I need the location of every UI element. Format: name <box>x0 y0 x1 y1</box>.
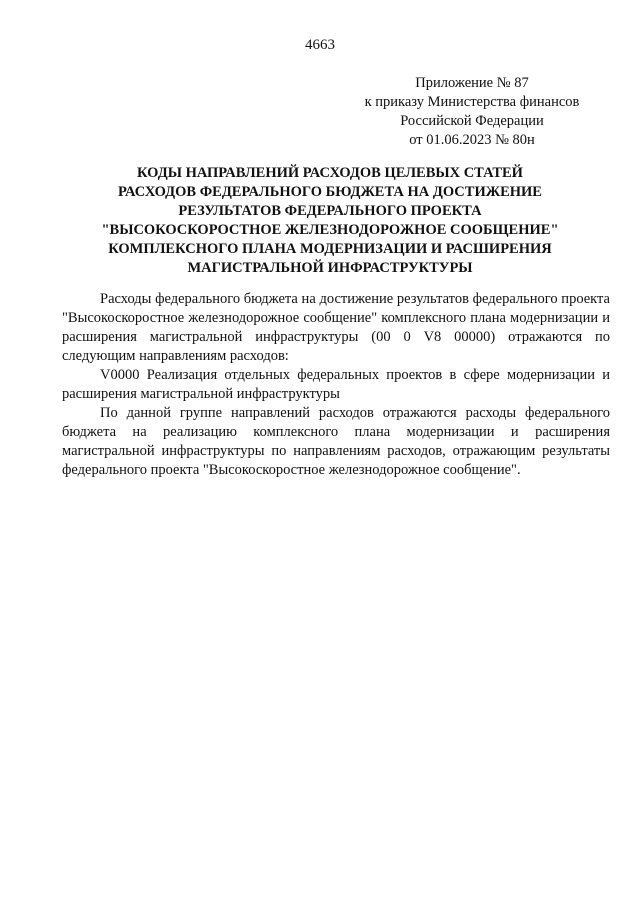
title-line: МАГИСТРАЛЬНОЙ ИНФРАСТРУКТУРЫ <box>187 260 473 276</box>
expense-code-item: V0000 Реализация отдельных федеральных проектов в сфере модернизации и расширения магистральной инфраструктуры <box>62 367 610 402</box>
title-line: КОДЫ НАПРАВЛЕНИЙ РАСХОДОВ ЦЕЛЕВЫХ СТАТЕЙ <box>137 165 523 181</box>
document-title <box>60 164 600 278</box>
appendix-order-date: от 01.06.2023 № 80н <box>409 132 535 148</box>
page-number: 4663 <box>305 37 335 53</box>
intro-paragraph: Расходы федерального бюджета на достижение результатов федерального проекта "Высокоскоростное железнодорожное сообщение" комплексного плана модернизации и расширения магистральной инфраструктуры (00 0 V8 00000) отражаются по следующим направлениям расходов: <box>62 291 610 364</box>
appendix-header <box>352 74 592 150</box>
document-body <box>62 290 610 480</box>
appendix-authority: Российской Федерации <box>400 113 544 129</box>
title-line: КОМПЛЕКСНОГО ПЛАНА МОДЕРНИЗАЦИИ И РАСШИРЕНИЯ <box>108 241 552 257</box>
appendix-order-ref: к приказу Министерства финансов <box>364 94 580 110</box>
description-paragraph: По данной группе направлений расходов отражаются расходы федерального бюджета на реализацию комплексного плана модернизации и расширения магистральной инфраструктуры по направлениям расходов, отражающим результаты федерального проекта "Высокоскоростное железнодорожное сообщение". <box>62 405 610 478</box>
title-line: РЕЗУЛЬТАТОВ ФЕДЕРАЛЬНОГО ПРОЕКТА <box>178 203 482 219</box>
title-line: РАСХОДОВ ФЕДЕРАЛЬНОГО БЮДЖЕТА НА ДОСТИЖЕНИЕ <box>118 184 542 200</box>
title-line: "ВЫСОКОСКОРОСТНОЕ ЖЕЛЕЗНОДОРОЖНОЕ СООБЩЕНИЕ" <box>101 222 559 238</box>
appendix-number: Приложение № 87 <box>415 75 529 91</box>
